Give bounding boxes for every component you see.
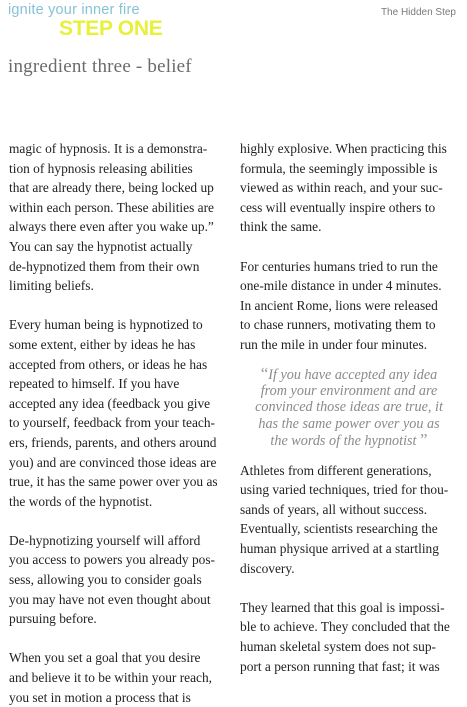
paragraph [240,139,460,237]
text-line: accepted any idea (feedback you give [9,395,211,411]
paragraph-gap [9,511,229,531]
text-line: You can say the hypnotist actually [9,238,193,254]
open-quote-mark: “ [260,363,269,383]
running-head: The Hidden Step [380,7,456,18]
text-line: cess will eventually inspire others to [240,199,436,215]
brand-tagline: ignite your inner fire [8,2,140,18]
text-line: run the mile in under four minutes. [240,336,428,352]
pull-quote-line: convinced those ideas are true, it [255,399,443,416]
text-line: using varied techniques, tried for thou- [240,482,449,498]
pull-quote-line: has the same power over you as [258,415,440,432]
text-line: to chase runners, motivating them to [240,317,436,333]
text-line: true, it has the same power over you as [9,474,218,490]
text-line: ers, friends, parents, and others around [9,434,217,450]
text-line: de-hypnotized them from their own [9,258,200,274]
paragraph [240,461,460,579]
text-line: you) and are convinced those ideas are [9,454,217,470]
text-line: within each person. These abilities are [9,199,215,215]
quote-text: the words of the hypnotist [270,433,417,450]
text-line: accepted from others, or ideas he has [9,356,208,372]
text-line: to yourself, feedback from your teach- [9,415,215,431]
text-line: port a person running that fast; it was [240,658,440,674]
pull-quote-line-1 [240,363,458,383]
text-line: human physique arrived at a startling [240,540,439,556]
text-line: you set in motion a process that is [9,689,191,705]
text-line: tion of hypnosis releasing abilities [9,160,193,176]
text-line: you access to powers you already pos- [9,552,216,568]
quote-text: If you have accepted any idea [268,366,438,383]
text-line: discovery. [240,560,295,576]
paragraph [240,598,460,676]
text-line: sess, allowing you to consider goals [9,572,202,588]
text-line: always there even after you wake up.” [9,219,214,235]
pull-quote-line: from your environment and are [260,382,438,399]
text-line: ble to achieve. They concluded that the [240,619,450,635]
paragraph [9,139,229,296]
text-line: highly explosive. When practicing this [240,141,447,156]
text-line: you may have not even thought about [9,591,211,607]
text-line: that are already there, being locked up [9,180,214,196]
paragraph-gap [240,578,460,598]
text-line: think the same. [240,219,322,235]
text-line: human skeletal system does not sup- [240,638,436,654]
text-line: formula, the seemingly impossible is [240,160,438,176]
pull-quote-line-last [240,432,458,449]
pull-quote [240,363,458,450]
paragraph [9,315,229,511]
text-line: They learned that this goal is impossi- [240,599,445,615]
text-line: Athletes from different generations, [240,462,432,478]
text-line: Every human being is hypnotized to [9,317,203,333]
text-line: limiting beliefs. [9,278,94,294]
text-line: magic of hypnosis. It is a demonstra- [9,141,208,156]
paragraph-gap [9,296,229,316]
text-line: some extent, either by ideas he has [9,336,196,352]
paragraph [9,531,229,629]
text-line: repeated to himself. If you have [9,376,180,392]
close-quote-mark: ” [420,430,428,450]
text-line: In ancient Rome, lions were released [240,297,438,313]
paragraph-gap [240,237,460,257]
text-line: and believe it to be within your reach, [9,670,213,686]
text-line: For centuries humans tried to run the [240,258,438,274]
chapter-title: ingredient three - belief [8,56,192,77]
text-line: When you set a goal that you desire [9,650,201,666]
paragraph-gap [9,629,229,649]
text-line: viewed as within reach, and your suc- [240,180,443,196]
text-line: one-mile distance in under 4 minutes. [240,278,442,294]
text-line: sands of years, all without success. [240,501,428,517]
text-line: the words of the hypnotist. [9,493,153,509]
paragraph [240,257,460,355]
brand-step: STEP ONE [59,17,163,40]
paragraph [9,648,229,707]
text-line: De-hypnotizing yourself will afford [9,532,201,548]
right-column [240,139,460,676]
text-line: Eventually, scientists researching the [240,521,438,537]
left-column [9,139,229,707]
text-line: pursuing before. [9,611,97,627]
